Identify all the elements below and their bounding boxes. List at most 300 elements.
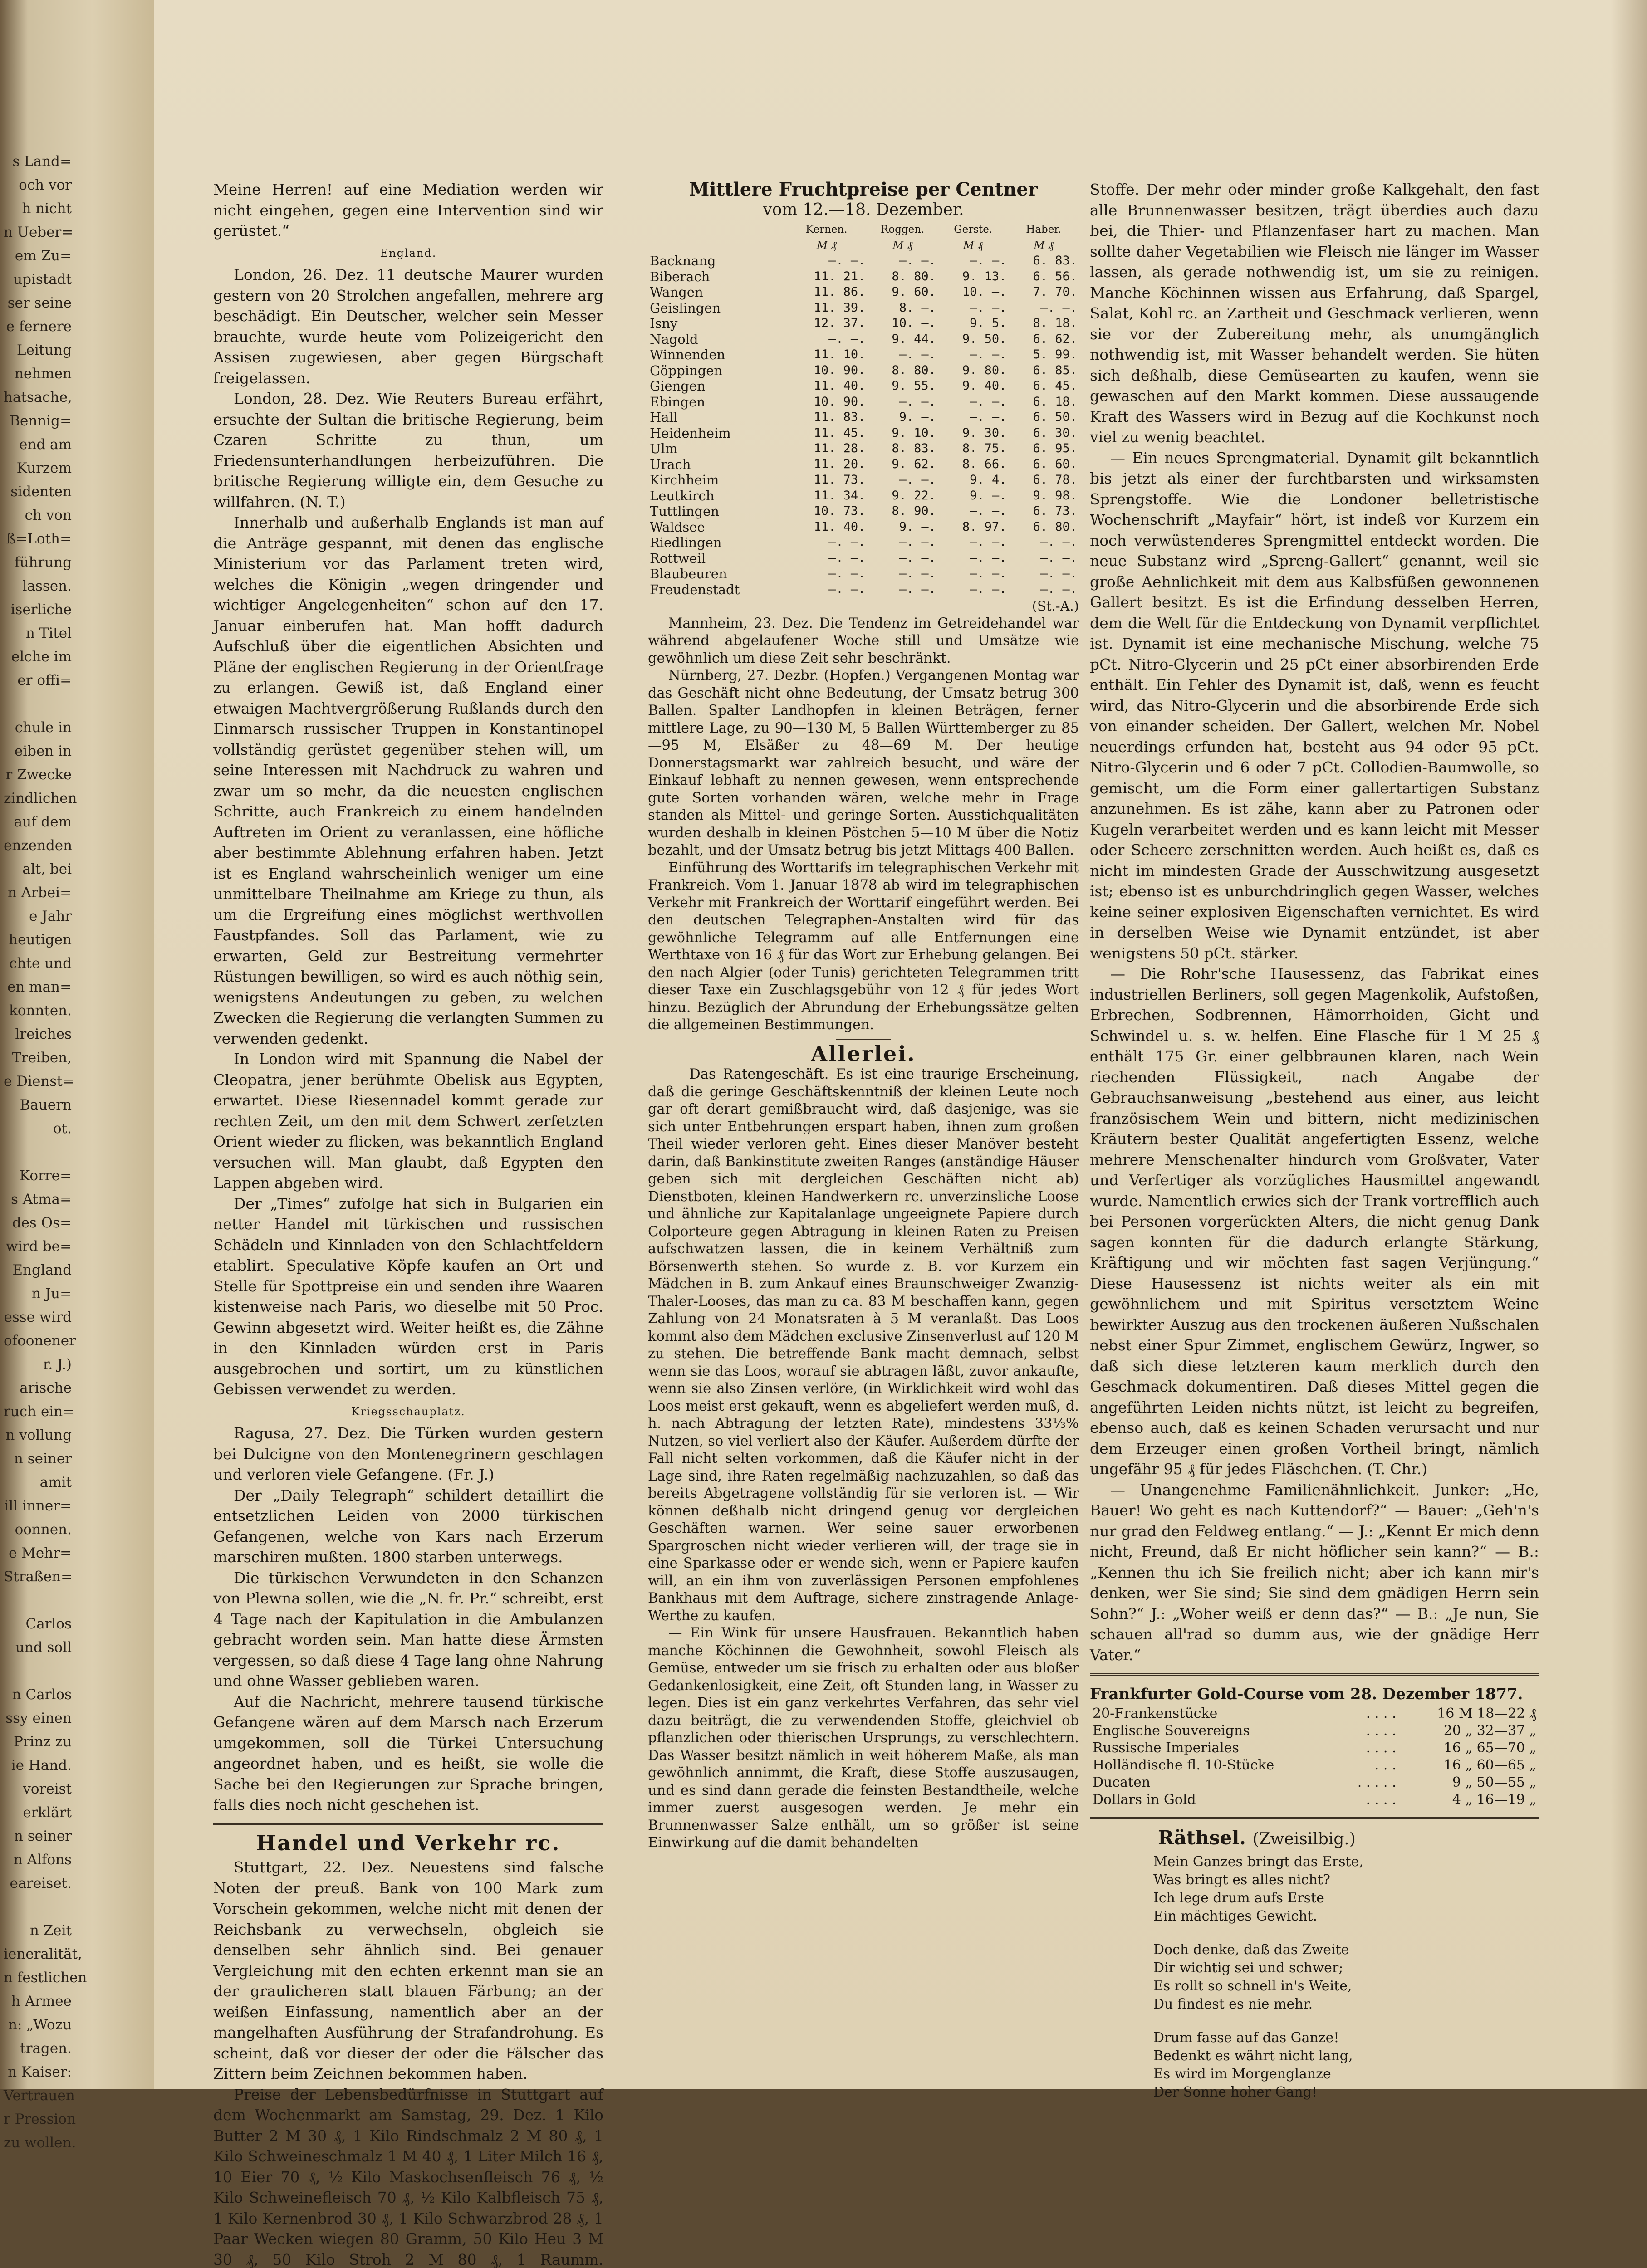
grain-city: Winnenden — [648, 347, 786, 363]
previous-page-fragment: r Zwecke — [4, 763, 72, 787]
grain-city: Rottweil — [648, 551, 786, 567]
grain-price: 11. 21. — [786, 269, 867, 285]
grain-price: 11. 28. — [786, 441, 867, 457]
riddle-line: Dir wichtig sei und schwer; — [1153, 1959, 1539, 1977]
previous-page-fragment: e fernere — [4, 315, 72, 338]
previous-page-fragment: e Jahr — [4, 904, 72, 928]
riddle-line: Was bringt es alles nicht? — [1153, 1871, 1539, 1889]
grain-price: —. —. — [938, 410, 1009, 425]
riddle-stanza — [1153, 1941, 1539, 2014]
grain-price: 8. 90. — [867, 503, 938, 519]
table-row — [1090, 1722, 1539, 1740]
table-row — [648, 535, 1079, 551]
grain-source: (St.-A.) — [648, 597, 1079, 615]
grain-price: 9. —. — [867, 519, 938, 535]
table-row — [648, 378, 1079, 394]
previous-page-fragment: chule in — [4, 716, 72, 739]
grain-city: Heidenheim — [648, 425, 786, 441]
grain-price: 11. 45. — [786, 425, 867, 441]
grain-price: 9. 5. — [938, 316, 1009, 332]
grain-city: Tuttlingen — [648, 503, 786, 519]
gold-price: 16 M 18—22 ₰ — [1399, 1705, 1539, 1722]
grain-price: 8. 80. — [867, 363, 938, 379]
grain-price: 6. 60. — [1008, 457, 1079, 473]
table-row — [648, 441, 1079, 457]
grain-price: 6. 30. — [1008, 425, 1079, 441]
table-row — [648, 519, 1079, 535]
grain-price: —. —. — [786, 551, 867, 567]
previous-page-fragment: führung — [4, 551, 72, 574]
previous-page-fragment: ie Hand. — [4, 1754, 72, 1777]
previous-page-fragment: e Mehr= — [4, 1541, 72, 1565]
grain-price: 6. 73. — [1008, 503, 1079, 519]
previous-page-fragment: elche im — [4, 645, 72, 669]
grain-price: 6. 62. — [1008, 332, 1079, 347]
previous-page-fragment: hatsache, — [4, 386, 72, 409]
grain-price: 12. 37. — [786, 316, 867, 332]
grain-price: —. —. — [938, 582, 1009, 598]
grain-price: 11. 20. — [786, 457, 867, 473]
previous-page-fragment: ssy einen — [4, 1706, 72, 1730]
gold-coin: Holländische fl. 10-Stücke — [1090, 1757, 1340, 1774]
grain-city: Urach — [648, 457, 786, 473]
grain-prices-table — [648, 222, 1079, 597]
previous-page-fragment: ofoonener — [4, 1329, 72, 1353]
riddle-line: Es wird im Morgenglanze — [1153, 2065, 1539, 2083]
paragraph-london-26: London, 26. Dez. 11 deutsche Maurer wurden gestern von 20 Strolchen angefallen, mehrere arg beschädigt. Ein Deutscher, welcher sein Messer brauchte, wurde heute vom Polizeigericht den Assisen zugewiesen, aber gegen Bürgschaft freigelassen. — [213, 264, 603, 388]
previous-page-fragment: amit — [4, 1471, 72, 1494]
grain-price: —. —. — [786, 566, 867, 582]
grain-city: Hall — [648, 410, 786, 425]
grain-price: —. —. — [1008, 566, 1079, 582]
grain-column-header: Roggen. — [867, 222, 938, 238]
grain-price: 8. 97. — [938, 519, 1009, 535]
previous-page-fragment — [4, 1589, 72, 1612]
paragraph-hausessenz: — Die Rohr'sche Hausessenz, das Fabrikat eines industriellen Berliners, soll gegen Magenkolik, Aufstoßen, Erbrechen, Sodbrennen, Hämorrhoiden, Gicht und Schwindel u. s. w. helfen. Eine Flasche für 1 M 25 ₰ enthält 175 Gr. einer gelbbraunen klaren, nach Wein riechenden Flüssigkeit, nach Angabe der Gebrauchsanweisung „bestehend aus einer, aus leicht französischem Wein und bittern, nicht medizinischen Kräutern bester Qualität angefertigten Essenz, welche mehrere Menschenalter hindurch vom Großvater, Vater und Verfertiger als vorzügliches Hausmittel angewandt wurde. Namentlich erwies sich der Trank vortrefflich auch bei Personen vorgerückten Alters, die nicht genug Dank sagen konnten für die dadurch erlangte Stärkung, Kräftigung und wir möchten fast sagen Verjüngung.“ Diese Hausessenz ist nichts weiter als ein mit gewöhnlichem und mit Spiritus versetztem Weine bewirkter Auszug aus den trockenen äußeren Nußschalen nebst einer Spur Zimmet, englischem Gewürz, Ingwer, so daß sich diese letzteren kaum merklich durch den Geschmack dokumentiren. Daß dieses Mittel gegen die angeführten Leiden nichts nützt, ist leicht zu begreifen, ebenso auch, daß es keinen Schaden verursacht und nur dem Erzeuger einen großen Vortheil bringt, nämlich ungefähr 95 ₰ für jedes Fläschchen. (T. Chr.) — [1090, 963, 1539, 1480]
gold-dots: . . . . — [1340, 1705, 1399, 1722]
grain-price: 6. 80. — [1008, 519, 1079, 535]
grain-price: —. —. — [938, 551, 1009, 567]
grain-price: 11. 83. — [786, 410, 867, 425]
divider — [1090, 1817, 1539, 1819]
gold-coin: 20-Frankenstücke — [1090, 1705, 1340, 1722]
paragraph-stoffe: Stoffe. Der mehr oder minder große Kalkgehalt, den fast alle Brunnenwasser besitzen, trägt überdies auch dazu bei, die Thier- und Pflanzenfaser hart zu machen. Man sollte daher Vegetabilien wie Fleisch nie länger im Wasser lassen, als gerade nothwendig ist, um sie zu reinigen. Manche Köchinnen wissen aus Erfahrung, daß Spargel, Salat, Kohl rc. an Zartheit und Geschmack verlieren, wenn sie vor der Zubereitung mehr, als unumgänglich nothwendig ist, mit Wasser behandelt werden. Sie hüten sich deßhalb, diese Gemüsearten zu kaufen, wenn sie gewaschen auf den Markt kommen. Diese aussaugende Kraft des Wassers wird in Bezug auf die Kochkunst noch viel zu wenig beachtet. — [1090, 179, 1539, 448]
previous-page-fragment — [4, 1659, 72, 1683]
grain-price: 9. 50. — [938, 332, 1009, 347]
grain-price: 8. —. — [867, 300, 938, 316]
gold-dots: . . . — [1340, 1757, 1399, 1774]
gold-course-title: Frankfurter Gold-Course vom 28. Dezember 1877. — [1090, 1684, 1539, 1705]
gold-dots: . . . . — [1340, 1791, 1399, 1809]
previous-page-fragment: n Titel — [4, 621, 72, 645]
previous-page-fragment: s Atma= — [4, 1188, 72, 1211]
grain-city: Biberach — [648, 269, 786, 285]
previous-page-fragment: upistadt — [4, 268, 72, 291]
table-row — [648, 472, 1079, 488]
previous-page-fragment: en man= — [4, 975, 72, 999]
riddle-line: Mein Ganzes bringt das Erste, — [1153, 1853, 1539, 1871]
grain-prices-subtitle: vom 12.—18. Dezember. — [648, 200, 1079, 220]
paragraph-familienaehnlichkeit: — Unangenehme Familienähnlichkeit. Junker: „He, Bauer! Wo geht es nach Kuttendorf?“ — Bauer: „Geh'n's nur grad den Feldweg entlang.“ — J.: „Kennt Er mich denn nicht, Freund, daß Er nicht höflicher sein kann?“ — B.: „Kennen thu ich Sie freilich nicht; aber ich kann mir's denken, wer Sie sind; Sie sind dem gnädigen Herrn sein Sohn?“ J.: „Woher weiß er denn das?“ — B.: „Je nun, Sie schauen all'rad so dumm aus, wie der gnädige Herr Vater.“ — [1090, 1480, 1539, 1666]
grain-table-body — [648, 253, 1079, 597]
grain-price: 9. 40. — [938, 378, 1009, 394]
divider — [1090, 1673, 1539, 1676]
riddle-line: Ich lege drum aufs Erste — [1153, 1889, 1539, 1907]
paragraph-nachricht: Auf die Nachricht, mehrere tausend türkische Gefangene wären auf dem Marsch nach Erzerum umgekommen, soll die Türkei Untersuchung angeordnet haben, und es heißt, sie wolle die Sache bei den Regierungen zur Sprache bringen, falls dies noch nicht geschehen ist. — [213, 1691, 603, 1815]
table-row — [648, 503, 1079, 519]
grain-price: 6. 18. — [1008, 394, 1079, 410]
grain-price: 5. 99. — [1008, 347, 1079, 363]
previous-page-fragment: tragen. — [4, 2037, 72, 2060]
grain-price: —. —. — [938, 347, 1009, 363]
table-row — [648, 284, 1079, 300]
grain-price: —. —. — [786, 535, 867, 551]
previous-page-fragment: eareiset. — [4, 1872, 72, 1895]
grain-price: 6. 50. — [1008, 410, 1079, 425]
previous-page-fragment: n seiner — [4, 1447, 72, 1471]
grain-price: 6. 83. — [1008, 253, 1079, 269]
grain-price: 10. 90. — [786, 363, 867, 379]
grain-table-header — [648, 222, 1079, 238]
grain-price: —. —. — [786, 253, 867, 269]
section-heading-england: England. — [213, 243, 603, 264]
previous-page-fragment: n festlichen — [4, 1966, 72, 1989]
previous-page-fragment: iserliche — [4, 598, 72, 621]
grain-table-units — [648, 238, 1079, 254]
riddle-heading — [1158, 1828, 1539, 1850]
table-row — [648, 253, 1079, 269]
grain-city: Wangen — [648, 284, 786, 300]
riddle-line: Du findest es nie mehr. — [1153, 1995, 1539, 2014]
gold-price: 20 „ 32—37 „ — [1399, 1722, 1539, 1740]
grain-column-header: Gerste. — [938, 222, 1009, 238]
previous-page-margin — [0, 0, 154, 2089]
grain-price: —. —. — [938, 253, 1009, 269]
previous-page-fragment: Bauern — [4, 1093, 72, 1117]
previous-page-fragment: er offi= — [4, 669, 72, 692]
paragraph-ragusa: Ragusa, 27. Dez. Die Türken wurden gestern bei Dulcigne von den Montenegrinern geschlagen und verloren viele Gefangene. (Fr. J.) — [213, 1423, 603, 1485]
grain-price: —. —. — [786, 332, 867, 347]
previous-page-fragment — [4, 1895, 72, 1919]
grain-city: Riedlingen — [648, 535, 786, 551]
riddle-stanza — [1153, 1853, 1539, 1926]
table-row — [648, 488, 1079, 504]
previous-page-fragment: oonnen. — [4, 1518, 72, 1541]
grain-price: —. —. — [867, 582, 938, 598]
previous-page-fragment: Treiben, — [4, 1046, 72, 1070]
previous-page-fragments — [4, 150, 72, 2155]
previous-page-fragment: lreiches — [4, 1022, 72, 1046]
grain-price: 11. 73. — [786, 472, 867, 488]
previous-page-fragment: n vollung — [4, 1423, 72, 1447]
grain-city: Isny — [648, 316, 786, 332]
paragraph-intro: Meine Herren! auf eine Mediation werden wir nicht eingehen, gegen eine Intervention sind wir gerüstet.“ — [213, 179, 603, 241]
grain-price: 11. 10. — [786, 347, 867, 363]
previous-page-fragment: sidenten — [4, 480, 72, 503]
grain-unit-label: M ₰ — [938, 238, 1009, 254]
gold-price: 4 „ 16—19 „ — [1399, 1791, 1539, 1809]
gold-coin: Englische Souvereigns — [1090, 1722, 1340, 1740]
previous-page-fragment: h Armee — [4, 1989, 72, 2013]
grain-city: Blaubeuren — [648, 566, 786, 582]
grain-price: —. —. — [938, 300, 1009, 316]
grain-price: 9. 44. — [867, 332, 938, 347]
grain-price: 9. 62. — [867, 457, 938, 473]
grain-price: —. —. — [938, 503, 1009, 519]
grain-price: —. —. — [1008, 551, 1079, 567]
grain-price: —. —. — [867, 566, 938, 582]
paragraph-stuttgart: Stuttgart, 22. Dez. Neuestens sind falsche Noten der preuß. Bank von 100 Mark zum Vorschein gekommen, welche nicht mit denen der Reichsbank zu verwechseln, obgleich sie denselben sehr ähnlich sind. Bei genauer Vergleichung mit den echten erkennt man sie an der graulicheren statt blauen Färbung; an der weißen Einfassung, namentlich aber an der mangelhaften Ausführung der Strafandrohung. Es scheint, daß vor dieser der oder die Fälscher das Zittern beim Zeichnen bekommen haben. — [213, 1857, 603, 2084]
grain-price: —. —. — [938, 566, 1009, 582]
grain-price: 9. 30. — [938, 425, 1009, 441]
table-row — [648, 551, 1079, 567]
previous-page-fragment: Vertrauen — [4, 2084, 72, 2107]
previous-page-fragment: chte und — [4, 952, 72, 975]
grain-city: Göppingen — [648, 363, 786, 379]
grain-price: 10. —. — [938, 284, 1009, 300]
grain-unit-label: M ₰ — [786, 238, 867, 254]
grain-price: —. —. — [938, 394, 1009, 410]
previous-page-fragment: n Carlos — [4, 1683, 72, 1706]
grain-price: 9. 4. — [938, 472, 1009, 488]
previous-page-fragment: voreist — [4, 1777, 72, 1801]
riddle-line: Drum fasse auf das Ganze! — [1153, 2029, 1539, 2047]
riddle-line: Der Sonne hoher Gang! — [1153, 2083, 1539, 2102]
previous-page-fragment: zindlichen — [4, 787, 72, 810]
paragraph-wink: — Ein Wink für unsere Hausfrauen. Bekanntlich haben manche Köchinnen die Gewohnheit, sowohl Fleisch als Gemüse, entweder um sie frisch zu erhalten oder aus bloßer Gedankenlosigkeit, eine Zeit, oft Stunden lang, in Wasser zu legen. Dies ist ein ganz verkehrtes Verfahren, das sehr viel dazu beiträgt, die zu verwendenden Stoffe, gleichviel ob pflanzlichen oder thierischen Ursprungs, zu verschlechtern. Das Wasser besitzt nämlich in weit höherem Maße, als man gewöhnlich annimmt, die Kraft, diese Stoffe auszusaugen, und es sind dann gerade die feinsten Bestandtheile, welche immer zuerst ausgesogen werden. Je mehr ein Brunnenwasser Salze enthält, um so größer ist seine Einwirkung auf die damit behandelten — [648, 1625, 1079, 1852]
grain-column-header: Haber. — [1008, 222, 1079, 238]
grain-price: —. —. — [867, 394, 938, 410]
grain-unit-label: M ₰ — [867, 238, 938, 254]
previous-page-fragment: n: „Wozu — [4, 2013, 72, 2037]
divider — [213, 1823, 603, 1825]
riddle-body — [1090, 1853, 1539, 2102]
grain-price: 9. 80. — [938, 363, 1009, 379]
previous-page-fragment: och vor — [4, 173, 72, 197]
gold-dots: . . . . — [1340, 1740, 1399, 1757]
grain-price: 9. —. — [938, 488, 1009, 504]
table-row — [648, 269, 1079, 285]
previous-page-fragment: des Os= — [4, 1211, 72, 1235]
gold-dots: . . . . . — [1340, 1774, 1399, 1791]
riddle-stanza — [1153, 2029, 1539, 2102]
paragraph-sprengmaterial: — Ein neues Sprengmaterial. Dynamit gilt bekanntlich bis jetzt als einer der furchtbarsten und wirksamsten Sprengstoffe. Wie die Londoner belletristische Wochenschrift „Mayfair“ hört, ist indeß vor Kurzem ein noch verwüstenderes Sprengmittel entdeckt worden. Die neue Substanz wird „Spreng-Gallert“ genannt, weil sie große Aehnlichkeit mit dem aus Kalbsfüßen gewonnenen Gallert besitzt. Es ist die Erfindung desselben Herren, dem die Welt für die Entdeckung von Dynamit verpflichtet ist. Dynamit ist eine mechanische Mischung, welche 75 pCt. Nitro-Glycerin und 25 pCt einer absorbirenden Erde enthält. Ein Fehler des Dynamit ist, daß, wenn es feucht wird, das Nitro-Glycerin und die absorbirende Erde sich von einander scheiden. Der Gallert, welchen Mr. Nobel neuerdings erfunden hat, besteht aus 94 oder 95 pCt. Nitro-Glycerin und 6 oder 7 pCt. Collodien-Baumwolle, so gemischt, um die Form einer gallertartigen Substanz anzunehmen. Es ist zähe, kann aber zu Patronen oder Kugeln verarbeitet werden und es kann leicht mit Messer oder Scheere zerschnitten werden. Auch heißt es, daß es nicht im mindesten Grade der Ausschwitzung ausgesetzt ist; ebenso ist es unburchdringlich gegen Wasser, welches keine seiner explosiven Eigenschaften vernichtet. Es wird in derselben Weise wie Dynamit entzündet, ist aber wenigstens 50 pCt. stärker. — [1090, 448, 1539, 964]
newspaper-page — [154, 0, 1647, 2089]
table-row — [648, 410, 1079, 425]
grain-price: 9. —. — [867, 410, 938, 425]
table-row — [1090, 1740, 1539, 1757]
grain-price: 11. 34. — [786, 488, 867, 504]
section-heading-allerlei: Allerlei. — [648, 1045, 1079, 1063]
table-row — [648, 566, 1079, 582]
previous-page-fragment: n Arbei= — [4, 881, 72, 904]
page-edge-shadow — [1611, 0, 1647, 2089]
previous-page-fragment: n Ueber= — [4, 220, 72, 244]
previous-page-fragment — [4, 1140, 72, 1164]
grain-price: —. —. — [786, 582, 867, 598]
grain-price: 10. 90. — [786, 394, 867, 410]
previous-page-fragment: ser seine — [4, 291, 72, 315]
paragraph-nabel: In London wird mit Spannung die Nabel der Cleopatra, jener berühmte Obelisk aus Egypten, erwartet. Diese Riesennadel kommt gerade zur rechten Zeit, um den mit dem Schwert zerfetzten Orient wieder zu flicken, was bekanntlich England versuchen will. Man glaubt, daß Egypten den Lappen abgeben wird. — [213, 1049, 603, 1193]
table-row — [1090, 1757, 1539, 1774]
table-row — [648, 332, 1079, 347]
paragraph-mannheim: Mannheim, 23. Dez. Die Tendenz im Getreidehandel war während abgelaufener Woche still und Umsätze wie gewöhnlich um diese Zeit sehr beschränkt. — [648, 615, 1079, 668]
section-heading-handel: Handel und Verkehr rc. — [213, 1833, 603, 1854]
table-row — [648, 363, 1079, 379]
previous-page-fragment: nehmen — [4, 362, 72, 386]
previous-page-fragment: Kurzem — [4, 456, 72, 480]
gold-coin: Dollars in Gold — [1090, 1791, 1340, 1809]
previous-page-fragment: r. J.) — [4, 1353, 72, 1376]
grain-price: 9. 98. — [1008, 488, 1079, 504]
previous-page-fragment: alt, bei — [4, 857, 72, 881]
column-3 — [1090, 179, 1539, 2117]
previous-page-fragment: n Ju= — [4, 1282, 72, 1305]
gold-coin: Ducaten — [1090, 1774, 1340, 1791]
gold-dots: . . . . — [1340, 1722, 1399, 1740]
previous-page-fragment: auf dem — [4, 810, 72, 834]
grain-city: Nagold — [648, 332, 786, 347]
divider — [836, 1039, 891, 1040]
grain-city: Kirchheim — [648, 472, 786, 488]
table-row — [648, 425, 1079, 441]
previous-page-fragment: heutigen — [4, 928, 72, 952]
paragraph-london-28: London, 28. Dez. Wie Reuters Bureau erfährt, ersuchte der Sultan die britische Regierung, beim Czaren Schritte zu thun, um Friedensunterhandlungen herbeizuführen. Die britische Regierung willigte ein, dem Gesuche zu willfahren. (N. T.) — [213, 388, 603, 512]
gold-course-table — [1090, 1705, 1539, 1809]
grain-price: —. —. — [867, 551, 938, 567]
paragraph-innerhalb: Innerhalb und außerhalb Englands ist man auf die Anträge gespannt, mit denen das englische Ministerium vor das Parlament treten wird, welches die Königin „wegen dringender und wichtiger Angelegenheiten“ schon auf den 17. Januar einberufen hat. Man hofft dadurch Aufschluß über die eigentlichen Absichten und Pläne der englischen Regierung in der Orientfrage zu erlangen. Gewiß ist, daß England einer etwaigen Machtvergrößerung Rußlands durch den Einmarsch russischer Truppen in Konstantinopel vollständig gerüstet gegenüber stehen will, um seine Interessen mit Nachdruck zu wahren und zwar um so mehr, da die neuesten englischen Schritte, auch Frankreich zu einem handelnden Auftreten im Orient zu veranlassen, eine höfliche aber bestimmte Ablehnung erfahren haben. Jetzt ist es England wahrscheinlich weniger um eine unmittelbare Theilnahme am Kriege zu thun, als um die Ergreifung eines möglichst werthvollen Faustpfandes. Soll das Parlament, wie zu erwarten, Geld zur Bestreitung vermehrter Rüstungen bewilligen, so wird es auch nöthig sein, wenigstens Andeutungen zu geben, zu welchen Zwecken die Regierung die verlangten Summen zu verwenden gedenkt. — [213, 512, 603, 1049]
previous-page-fragment: und soll — [4, 1636, 72, 1659]
table-row — [648, 457, 1079, 473]
grain-price: 10. —. — [867, 316, 938, 332]
table-row — [648, 316, 1079, 332]
previous-page-fragment: Prinz zu — [4, 1730, 72, 1754]
grain-price: —. —. — [867, 253, 938, 269]
column-1 — [213, 179, 603, 2268]
riddle-line: Doch denke, daß das Zweite — [1153, 1941, 1539, 1959]
previous-page-fragment: ch von — [4, 503, 72, 527]
table-row — [648, 300, 1079, 316]
grain-price: 11. 40. — [786, 519, 867, 535]
gold-price: 16 „ 65—70 „ — [1399, 1740, 1539, 1757]
grain-price: 10. 73. — [786, 503, 867, 519]
grain-city: Backnang — [648, 253, 786, 269]
grain-column-header: Kernen. — [786, 222, 867, 238]
previous-page-fragment: konnten. — [4, 999, 72, 1022]
grain-price: 9. 13. — [938, 269, 1009, 285]
column-2 — [648, 179, 1079, 1852]
previous-page-fragment: enzenden — [4, 834, 72, 857]
grain-price: —. —. — [867, 347, 938, 363]
previous-page-fragment: n seiner — [4, 1824, 72, 1848]
grain-price: —. —. — [1008, 582, 1079, 598]
grain-city: Leutkirch — [648, 488, 786, 504]
grain-city: Geislingen — [648, 300, 786, 316]
previous-page-fragment: Bennig= — [4, 409, 72, 433]
paragraph-ratengeschaeft: — Das Ratengeschäft. Es ist eine traurige Erscheinung, daß die geringe Geschäftskenntniß der kleinen Leute noch gar oft derart gemißbraucht wird, daß dasjenige, was sie sich unter Entbehrungen erspart haben, ihnen zum großen Theil wieder verloren geht. Eines dieser Manöver besteht darin, daß Bankinstitute zweiten Ranges (anständige Häuser geben sich mit dergleichen Geschäften nicht ab) Dienstboten, kleinen Handwerkern rc. unverzinsliche Loose und ähnliche zur Kapitalanlage ungeeignete Papiere durch Colporteure gegen Abtragung in kleinen Raten zu Preisen aufschwatzen lassen, die in keinem Verhältniß zum Börsenwerth stehen. So wurde z. B. vor Kurzem ein Mädchen in B. zum Ankauf eines Braunschweiger Zwanzig-Thaler-Looses, das man zu ca. 83 M beschaffen kann, gegen Zahlung von 24 Monatsraten à 5 M veranlaßt. Das Loos kommt also dem Mädchen exclusive Zinsenverlust auf 120 M zu stehen. Die betreffende Bank macht demnach, selbst wenn sie das Loos, worauf sie abtragen läßt, zuvor ankaufte, wenn sie also Zinsen verlöre, (in Wirklichkeit wird wohl das Loos meist erst gekauft, wenn es abgeliefert werden muß, d. h. nach Abtragung der letzten Rate), mindestens 33⅓% Nutzen, so viel verliert also der Käufer. Außerdem dürfte der Fall nicht selten vorkommen, daß die Käufer nicht in der Lage sind, ihre Raten regelmäßig nachzuzahlen, so daß das bereits Abgetragene vollständig für sie verloren ist. — Wir können deßhalb nicht dringend genug vor dergleichen Geschäften warnen. Wer seine sauer erworbenen Spargroschen nicht wieder verlieren will, der trage sie in eine Sparkasse oder er wende sich, wenn er Papiere kaufen will, an ein ihm von zuverlässigen Personen empfohlenes Bankhaus mit dem Auftrage, sichere zinstragende Anlage-Werthe zu kaufen. — [648, 1066, 1079, 1625]
grain-price: 8. 66. — [938, 457, 1009, 473]
previous-page-fragment: England — [4, 1258, 72, 1282]
paragraph-telegraph: Der „Daily Telegraph“ schildert detaillirt die entsetzlichen Leiden von 2000 türkischen Gefangenen, welche von Kars nach Erzerum marschiren mußten. 1800 starben unterwegs. — [213, 1485, 603, 1568]
riddle-title: Räthsel. — [1158, 1827, 1246, 1849]
gold-price: 16 „ 60—65 „ — [1399, 1757, 1539, 1774]
previous-page-fragment: wird be= — [4, 1235, 72, 1258]
previous-page-fragment: n Kaiser: — [4, 2060, 72, 2084]
grain-city: Giengen — [648, 378, 786, 394]
previous-page-fragment: ill inner= — [4, 1494, 72, 1518]
riddle-line: Ein mächtiges Gewicht. — [1153, 1907, 1539, 1926]
riddle-line: Es rollt so schnell in's Weite, — [1153, 1977, 1539, 1995]
grain-prices-title: Mittlere Fruchtpreise per Centner — [648, 179, 1079, 200]
previous-page-fragment: zu wollen. — [4, 2131, 72, 2155]
grain-price: 11. 40. — [786, 378, 867, 394]
grain-price: 6. 78. — [1008, 472, 1079, 488]
paragraph-preise: Preise der Lebensbedürfnisse in Stuttgart auf dem Wochenmarkt am Samstag, 29. Dez. 1 Kilo Butter 2 M 30 ₰, 1 Kilo Rindschmalz 2 M 80 ₰, 1 Kilo Schweineschmalz 1 M 40 ₰, 1 Liter Milch 16 ₰, 10 Eier 70 ₰, ½ Kilo Maskochsenfleisch 76 ₰, ½ Kilo Schweinefleisch 70 ₰, ½ Kilo Kalbfleisch 75 ₰, 1 Kilo Kernenbrod 30 ₰, 1 Kilo Schwarzbrod 28 ₰, 1 Paar Wecken wiegen 80 Gramm, 50 Kilo Heu 3 M 30 ₰, 50 Kilo Stroh 2 M 80 ₰, 1 Raumm. — [213, 2084, 603, 2268]
grain-price: 8. 18. — [1008, 316, 1079, 332]
previous-page-fragment: em Zu= — [4, 244, 72, 268]
previous-page-fragment: h nicht — [4, 197, 72, 220]
previous-page-fragment: eiben in — [4, 739, 72, 763]
previous-page-fragment: Carlos — [4, 1612, 72, 1636]
previous-page-fragment: lassen. — [4, 574, 72, 598]
grain-price: —. —. — [867, 535, 938, 551]
previous-page-fragment: Straßen= — [4, 1565, 72, 1589]
grain-price: 9. 10. — [867, 425, 938, 441]
table-row — [648, 582, 1079, 598]
grain-unit-label: M ₰ — [1008, 238, 1079, 254]
grain-price: —. —. — [938, 535, 1009, 551]
table-row — [1090, 1791, 1539, 1809]
grain-price: 8. 80. — [867, 269, 938, 285]
section-heading-kriegsschauplatz: Kriegsschauplatz. — [213, 1402, 603, 1422]
table-row — [648, 347, 1079, 363]
grain-city: Waldsee — [648, 519, 786, 535]
table-row — [1090, 1705, 1539, 1722]
paragraph-worttarif: Einführung des Worttarifs im telegraphischen Verkehr mit Frankreich. Vom 1. Januar 1878 ab wird im telegraphischen Verkehr mit Frankreich der Worttarif eingeführt werden. Bei den deutschen Telegraphen-Anstalten wird für das gewöhnliche Telegramm auf alle Entfernungen eine Werthtaxe von 16 ₰ für das Wort zur Erhebung gelangen. Bei den nach Algier (oder Tunis) gerichteten Telegrammen tritt dieser Taxe ein Zuschlagsgebühr von 12 ₰ für jedes Wort hinzu. Bezüglich der Abrundung der Erhebungssätze gelten die allgemeinen Bestimmungen. — [648, 860, 1079, 1034]
previous-page-fragment: arische — [4, 1376, 72, 1400]
grain-city: Freudenstadt — [648, 582, 786, 598]
previous-page-fragment: r Pression — [4, 2107, 72, 2131]
previous-page-fragment: Leitung — [4, 338, 72, 362]
grain-price: 7. 70. — [1008, 284, 1079, 300]
grain-price: 6. 85. — [1008, 363, 1079, 379]
previous-page-fragment: ß=Loth= — [4, 527, 72, 551]
grain-price: 6. 45. — [1008, 378, 1079, 394]
grain-price: 6. 56. — [1008, 269, 1079, 285]
previous-page-fragment: Korre= — [4, 1164, 72, 1188]
table-row — [648, 394, 1079, 410]
paragraph-nuernberg: Nürnberg, 27. Dezbr. (Hopfen.) Vergangenen Montag war das Geschäft nicht ohne Bedeutung, der Umsatz betrug 300 Ballen. Spalter Landhopfen in kleinen Beträgen, ferner mittlere Lage, zu 90—130 M, 5 Ballen Württemberger zu 85—95 M, Elsäßer zu 48—69 M. Der heutige Donnerstagsmarkt war zahlreich besucht, und wäre der Einkauf lebhaft zu nennen gewesen, wenn entsprechende gute Sorten vorhanden wären, welche mehr in Frage standen als Mittel- und geringe Sorten. Ausstichqualitäten wurden deshalb in kleinen Pöstchen 5—10 M über die Notiz bezahlt, und der Umsatz betrug bis jetzt Mittags 400 Ballen. — [648, 667, 1079, 860]
grain-price: 9. 22. — [867, 488, 938, 504]
previous-page-fragment: n Alfons — [4, 1848, 72, 1872]
grain-price: 11. 39. — [786, 300, 867, 316]
riddle-type: (Zweisilbig.) — [1253, 1830, 1356, 1848]
table-row — [1090, 1774, 1539, 1791]
grain-price: 9. 60. — [867, 284, 938, 300]
grain-price: 8. 75. — [938, 441, 1009, 457]
grain-price: —. —. — [1008, 300, 1079, 316]
grain-city: Ebingen — [648, 394, 786, 410]
grain-city: Ulm — [648, 441, 786, 457]
previous-page-fragment: s Land= — [4, 150, 72, 173]
grain-price: 9. 55. — [867, 378, 938, 394]
previous-page-fragment: ruch ein= — [4, 1400, 72, 1423]
previous-page-fragment: n Zeit — [4, 1919, 72, 1942]
previous-page-fragment: esse wird — [4, 1305, 72, 1329]
grain-price: —. —. — [867, 472, 938, 488]
gold-coin: Russische Imperiales — [1090, 1740, 1340, 1757]
grain-price: —. —. — [1008, 535, 1079, 551]
